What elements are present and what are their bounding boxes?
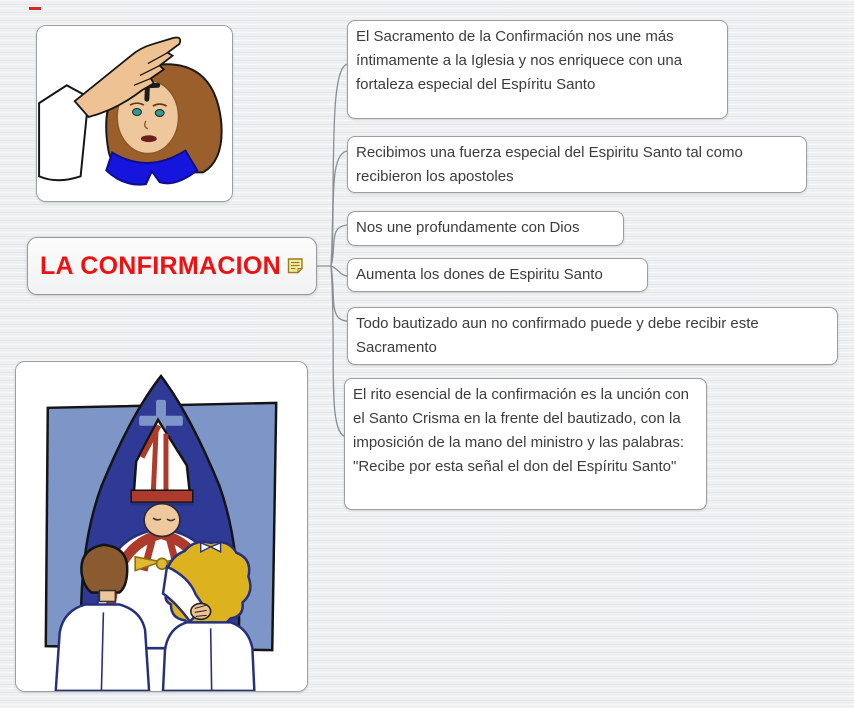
connector-branch-3 — [331, 225, 348, 266]
connector-branch-4 — [331, 266, 348, 276]
branch-topic-2[interactable] — [347, 136, 807, 193]
note-icon[interactable] — [287, 258, 304, 274]
bishop-confirmation-image — [16, 362, 307, 691]
branch-topic-4-text: Aumenta los dones de Espiritu Santo — [356, 266, 603, 283]
anointing-forehead-image — [37, 26, 232, 201]
bishop-confirmation-clipart[interactable] — [15, 361, 308, 692]
branch-topic-3-text: Nos une profundamente con Dios — [356, 219, 580, 236]
branch-topic-5[interactable] — [347, 307, 838, 365]
root-topic[interactable] — [27, 237, 317, 295]
branch-topic-5-text: Todo bautizado aun no confirmado puede y debe recibir este Sacramento — [356, 315, 759, 356]
branch-topic-6[interactable] — [344, 378, 707, 510]
branch-topic-6-text: El rito esencial de la confirmación es la unción con el Santo Crisma en la frente del bautizado, con la imposición de la mano del ministro y las palabras: "Recibe por esta señal el don del Espíritu Santo" — [353, 386, 690, 475]
branch-topic-1-text: El Sacramento de la Confirmación nos une más íntimamente a la Iglesia y nos enriquece con una fortaleza especial del Espíritu Santo — [356, 28, 683, 93]
connector-branch-5 — [331, 266, 348, 321]
branch-topic-2-text: Recibimos una fuerza especial del Espiritu Santo tal como recibieron los apostoles — [356, 144, 743, 185]
root-topic-label: LA CONFIRMACION — [39, 251, 282, 280]
branch-topic-3[interactable] — [347, 211, 624, 246]
branch-topic-4[interactable] — [347, 258, 648, 292]
branch-topic-1[interactable] — [347, 20, 728, 119]
connector-branch-1 — [331, 64, 348, 266]
anointing-forehead-clipart[interactable] — [36, 25, 233, 202]
small-red-mark — [29, 7, 41, 10]
